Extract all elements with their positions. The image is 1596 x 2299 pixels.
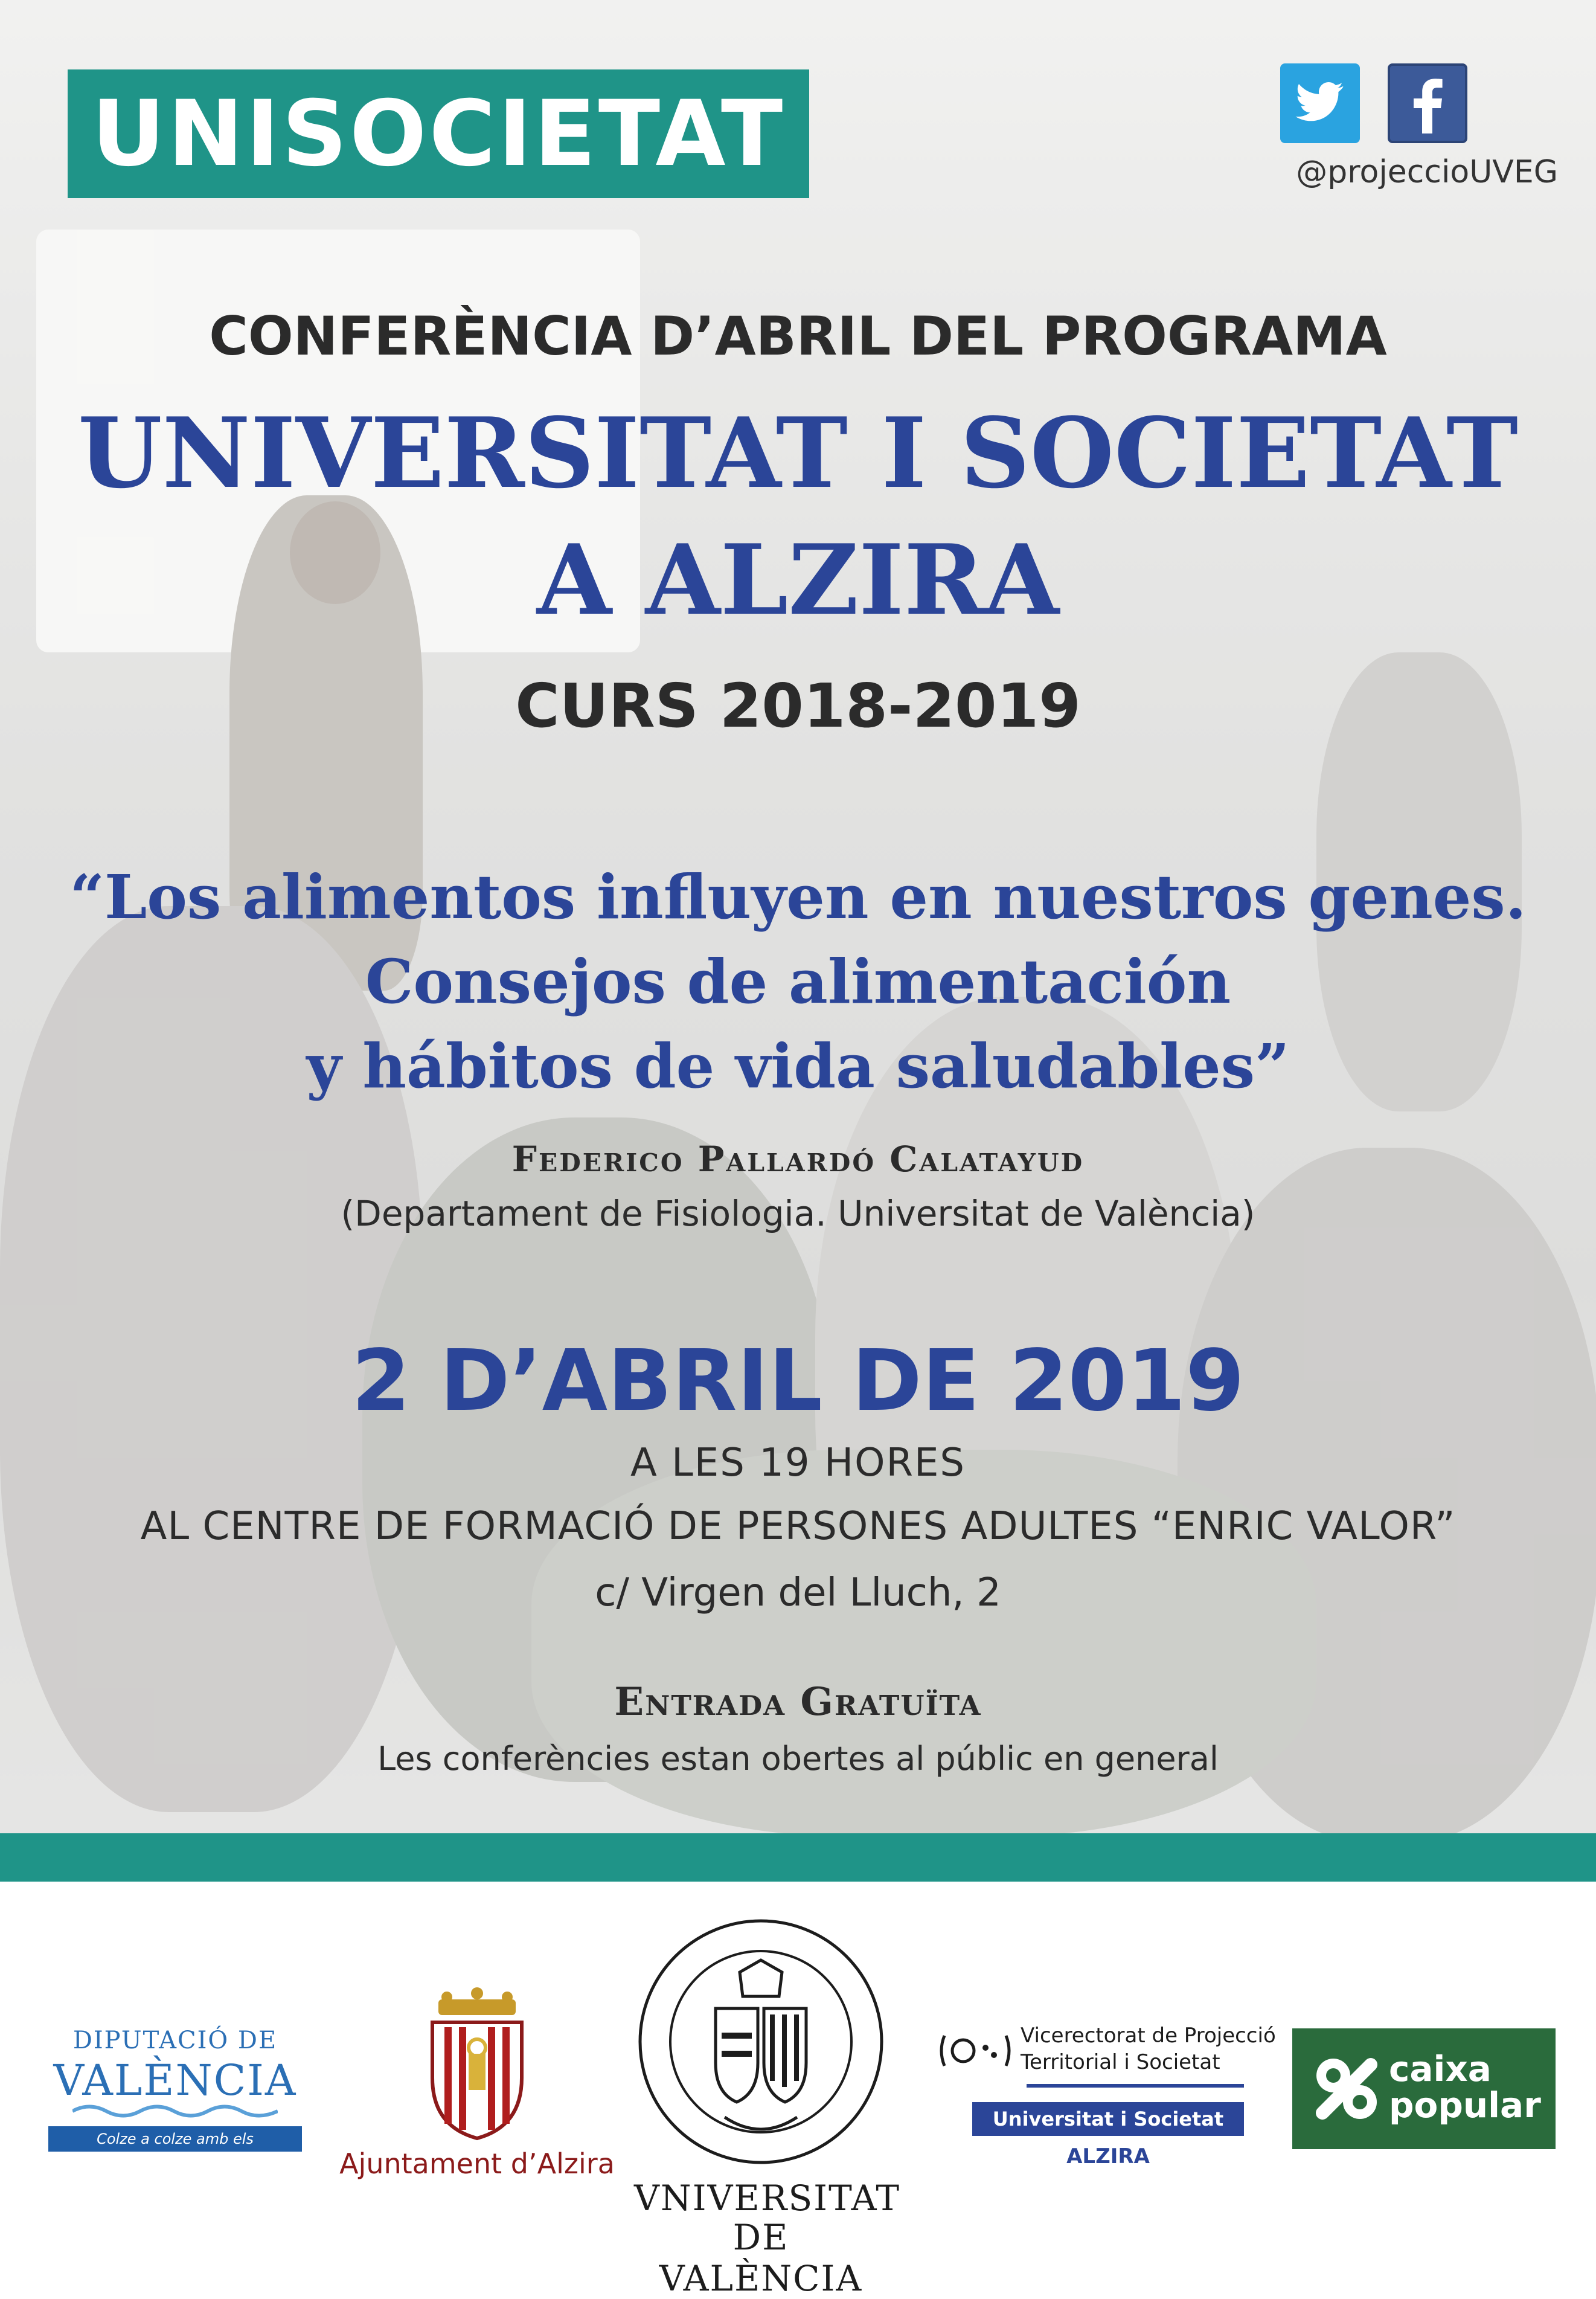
talk-title-line1: “Los alimentos influyen en nuestros genes.	[69, 861, 1527, 933]
vicerectorat-logo	[936, 2024, 1276, 2175]
event-venue: AL CENTRE DE FORMACIÓ DE PERSONES ADULTES “ENRIC VALOR”	[140, 1504, 1456, 1549]
universitat-line1: VNIVERSITAT	[634, 2178, 900, 2219]
diputacio-tagline: Colze a colze amb els Ajuntaments	[48, 2126, 302, 2152]
social-handle[interactable]: @projeccioUVEG	[1296, 154, 1558, 190]
social-links	[1232, 63, 1558, 202]
dialog-icon	[936, 2024, 1014, 2084]
vicerectorat-city: ALZIRA	[1066, 2144, 1150, 2169]
caixa-symbol-icon	[1304, 2028, 1389, 2149]
entry-label: Entrada Gratuïta	[614, 1679, 982, 1725]
diputacio-line2: VALÈNCIA	[53, 2056, 297, 2105]
vicerectorat-line2: Territorial i Societat	[1021, 2050, 1220, 2074]
diputacio-logo	[48, 2027, 302, 2173]
caixa-line1: caixa	[1389, 2048, 1492, 2089]
caixa-popular-logo	[1292, 2028, 1556, 2149]
ajuntament-logo	[326, 1987, 628, 2181]
facebook-icon[interactable]	[1388, 63, 1467, 143]
talk-title-line3: y hábitos de vida saludables”	[306, 1031, 1290, 1102]
event-address: c/ Virgen del Lluch, 2	[595, 1571, 1001, 1615]
course-label: CURS 2018-2019	[515, 670, 1081, 741]
program-title-line2: A ALZIRA	[536, 523, 1060, 637]
universitat-logo	[634, 1912, 900, 2299]
coat-of-arms-icon	[326, 1987, 628, 2144]
footer-divider	[0, 1833, 1596, 1882]
vicerectorat-rule	[1027, 2084, 1244, 2088]
event-time: A LES 19 HORES	[630, 1441, 966, 1485]
university-seal-icon	[634, 1912, 888, 2172]
entry-note: Les conferències estan obertes al públic en general	[377, 1740, 1219, 1778]
vicerectorat-line1: Vicerectorat de Projecció	[1021, 2024, 1276, 2048]
program-title-line1: UNIVERSITAT I SOCIETAT	[78, 396, 1518, 510]
vicerectorat-band: Universitat i Societat	[972, 2102, 1244, 2136]
twitter-icon[interactable]	[1280, 63, 1360, 143]
speaker-department: (Departament de Fisiologia. Universitat de València)	[341, 1193, 1255, 1234]
ajuntament-label: Ajuntament d’Alzira	[339, 2147, 615, 2180]
unisocietat-badge: UNISOCIETAT	[68, 69, 809, 198]
wave-icon	[72, 2102, 278, 2120]
speaker-name: Federico Pallardó Calatayud	[511, 1139, 1085, 1180]
diputacio-line1: DIPUTACIÓ DE	[72, 2027, 278, 2054]
conference-heading: CONFERÈNCIA D’ABRIL DEL PROGRAMA	[209, 305, 1387, 367]
universitat-line2: DE VALÈNCIA	[659, 2217, 863, 2299]
caixa-line2: popular	[1389, 2085, 1541, 2126]
talk-title-line2: Consejos de alimentación	[365, 946, 1231, 1017]
event-date: 2 D’ABRIL DE 2019	[351, 1332, 1245, 1430]
